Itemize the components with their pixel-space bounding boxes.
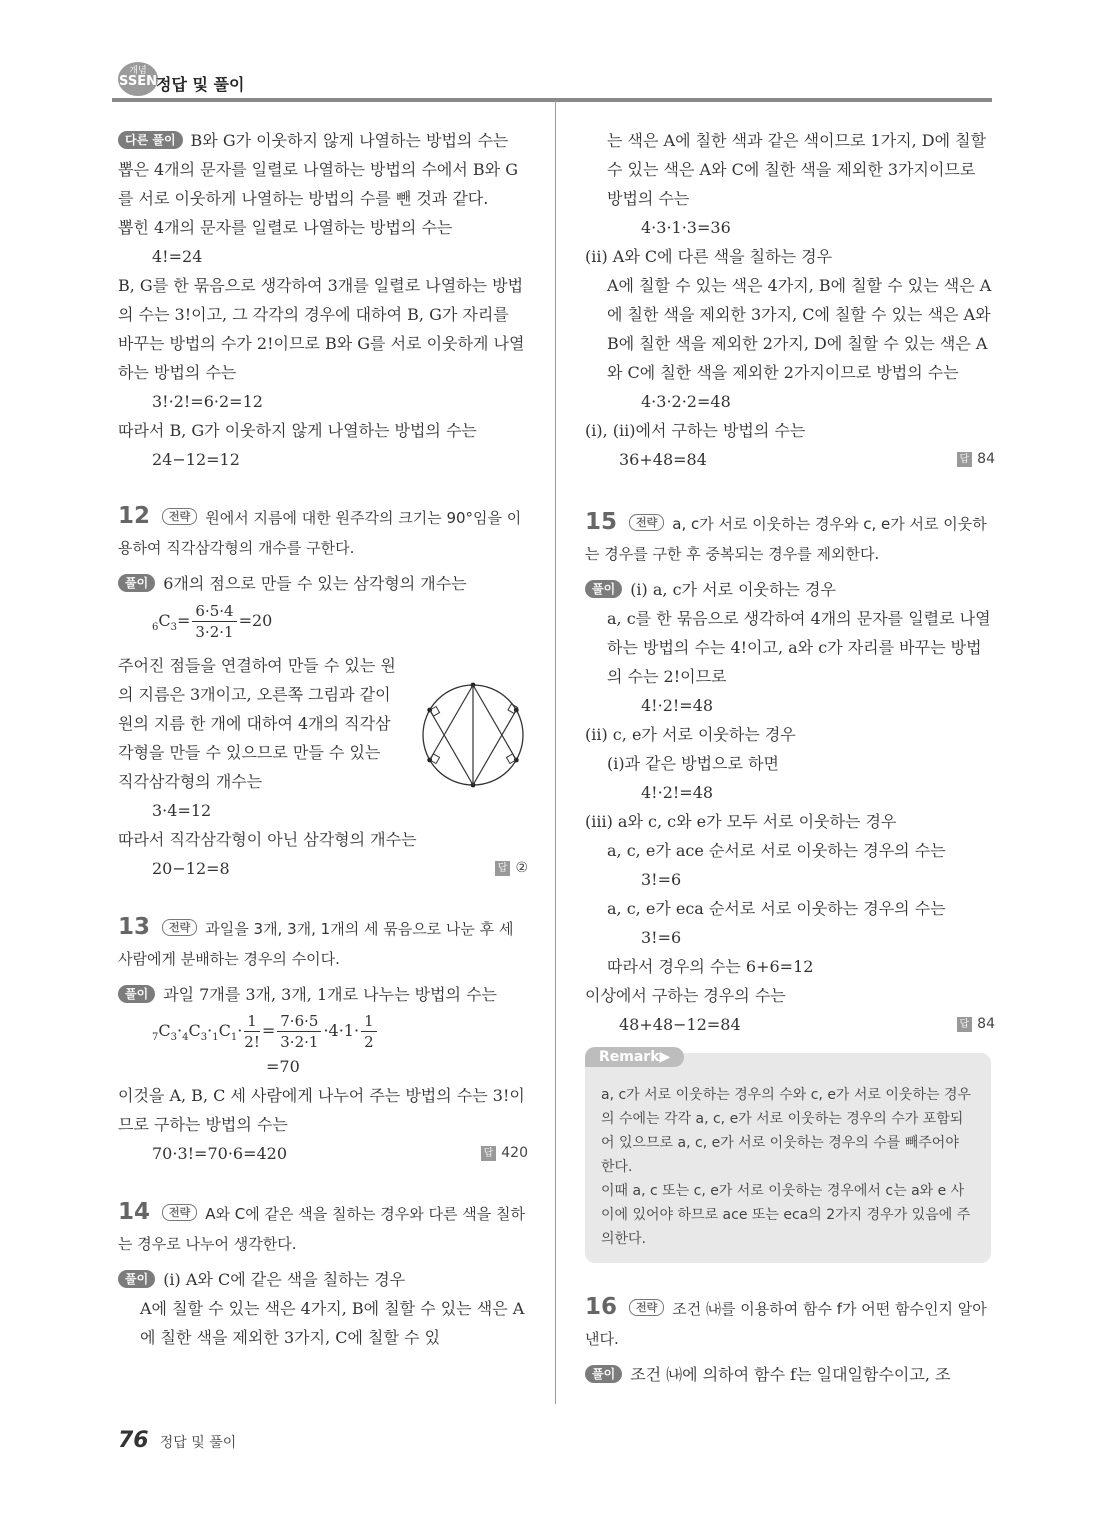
case-heading: (ⅱ) c, e가 서로 이웃하는 경우: [585, 725, 796, 744]
text-line: 주어진 점들을 연결하여 만들 수 있는 원의 지름은 3개이고, 오른쪽 그림과 같이 원의 지름 한 개에 대하여 4개의 직각삼각형을 만들 수 있으므로 만들 수 있는 직각삼각형의 개수는: [118, 656, 396, 791]
strategy-text: A와 C에 같은 색을 칠하는 경우와 다른 색을 칠하는 경우로 나누어 생각한다.: [118, 1205, 525, 1253]
solution-badge: 풀이: [118, 1270, 155, 1288]
problem-number: 12: [118, 503, 151, 529]
text-line: a, c를 한 묶음으로 생각하여 4개의 문자를 일렬로 나열하는 방법의 수는 4!이고, a와 c가 자리를 바꾸는 방법의 수는 2!이므로: [607, 609, 991, 686]
case-heading: (ⅲ) a와 c, c와 e가 모두 서로 이웃하는 경우: [585, 812, 897, 831]
solution-badge: 풀이: [118, 574, 155, 592]
answer: 답 84: [957, 1010, 996, 1039]
problem-13: 13 전략 과일을 3개, 3개, 1개의 세 묶음으로 나눈 후 세 사람에게 분배하는 경우의 수이다. 풀이 과일 7개를 3개, 3개, 1개로 나누는 방법의 수는 $_7C_3\cdot_4C_3\cdot_1C_1\cdot$ $\frac{1}{2!}$ = $\frac{7\cdot 6\cdot 5}{3\cdot 2\cdot 1}$ ·4·1· $\frac{1}{2}$ =70 이것을 A, B, C 세 사람에게 나누어 주는 방법의 수는 3!이므로 구하는 방법의 수는 70·3!=70·6=420 답 420: [118, 913, 528, 1168]
alt-solution-intro: 다른 풀이 B와 G가 이웃하지 않게 나열하는 방법의 수는 뽑은 4개의 문자를 일렬로 나열하는 방법의 수에서 B와 G를 서로 이웃하게 나열하는 방법의 수를 뺀 것과 같다.: [118, 131, 518, 208]
text-line: 뽑힌 4개의 문자를 일렬로 나열하는 방법의 수는: [118, 218, 453, 237]
remark-text: 이때 a, c 또는 c, e가 서로 이웃하는 경우에서 c는 a와 e 사이에 있어야 하므로 ace 또는 eca의 2가지 경우가 있음에 주의한다.: [601, 1183, 971, 1247]
strategy-text: a, c가 서로 이웃하는 경우와 c, e가 서로 이웃하는 경우를 구한 후 중복되는 경우를 제외한다.: [585, 515, 987, 563]
circle-diameter-figure: [418, 680, 528, 790]
alt-solution-badge: 다른 풀이: [118, 131, 183, 149]
problem-number: 14: [118, 1199, 151, 1225]
strategy-badge: 전략: [162, 508, 197, 525]
text-line: B, G를 한 묶음으로 생각하여 3개를 일렬로 나열하는 방법의 수는 3!이고, 그 각각의 경우에 대하여 B, G가 자리를 바꾸는 방법의 수가 2!이므로 B와 G를 서로 이웃하게 나열하는 방법의 수는: [118, 276, 525, 382]
problem-number: 16: [585, 1294, 618, 1320]
header-rule: [112, 98, 992, 102]
equation: 4·3·2·2=48: [641, 392, 731, 411]
strategy-badge: 전략: [162, 1204, 197, 1221]
problem-15: 15 전략 a, c가 서로 이웃하는 경우와 c, e가 서로 이웃하는 경우를 구한 후 중복되는 경우를 제외한다. 풀이 (ⅰ) a, c가 서로 이웃하는 경우 a, c를 한 묶음으로 생각하여 4개의 문자를 일렬로 나열하는 방법의 수는 4!이고, a와 c가 자리를 바꾸는 방법의 수는 2!이므로 4!·2!=48 (ⅱ) c, e가 서로 이웃하는 경우 (ⅰ)과 같은 방법으로 하면 4!·2!=48 (ⅲ) a와 c, c와 e가 모두 서로 이웃하는 경우 a, c, e가 ace 순서로 서로 이웃하는 경우의 수는 3!=6 a, c, e가 eca 순서로 서로 이웃하는 경우의 수는 3!=6 따라서 경우의 수는 6+6=12 이상에서 구하는 경우의 수는 48+48−12=84 답 84 Remark▶ a, c가 서로 이웃하는 경우의 수와 c, e가 서로 이웃하는 경우의 수에는 각각 a, c, e가 서로 이웃하는 경우의 수가 포함되어 있으므로 a, c, e가 서로 이웃하는 경우의 수를 빼주어야 한다. 이때 a, c 또는 c, e가 서로 이웃하는 경우에서 c는 a와 e 사이에 있어야 하므로 ace 또는 eca의 2가지 경우가 있음에 주의한다.: [585, 508, 995, 1263]
solution-badge: 풀이: [118, 985, 155, 1003]
strategy-text: 과일을 3개, 3개, 1개의 세 묶음으로 나눈 후 세 사람에게 분배하는 경우의 수이다.: [118, 920, 514, 968]
triangle-lines: [430, 685, 517, 785]
equation: 3·4=12: [152, 801, 212, 820]
strategy-text: 원에서 지름에 대한 원주각의 크기는 90°임을 이용하여 직각삼각형의 개수를 구한다.: [118, 509, 522, 557]
text-line: 따라서 직각삼각형이 아닌 삼각형의 개수는: [118, 830, 417, 849]
equation: 24−12=12: [152, 450, 240, 469]
remark-text: a, c가 서로 이웃하는 경우의 수와 c, e가 서로 이웃하는 경우의 수에는 각각 a, c, e가 서로 이웃하는 경우의 수가 포함되어 있으므로 a, c, e가 서로 이웃하는 경우의 수를 빼주어야 한다.: [601, 1087, 971, 1175]
strategy-badge: 전략: [162, 919, 197, 936]
column-divider: [555, 100, 556, 1404]
equation: 3!=6: [641, 928, 682, 947]
equation: 20−12=8: [152, 859, 230, 878]
text-line: 따라서 경우의 수는 6+6=12: [607, 957, 814, 976]
text-line: 이것을 A, B, C 세 사람에게 나누어 주는 방법의 수는 3!이므로 구하는 방법의 수는: [118, 1086, 525, 1134]
remark-title: Remark▶: [585, 1047, 684, 1067]
equation: 4!·2!=48: [641, 783, 714, 802]
solution-badge: 풀이: [585, 1365, 622, 1383]
brand-logo: [118, 62, 158, 96]
strategy-text: 조건 ㈏를 이용하여 함수 f가 어떤 함수인지 알아낸다.: [585, 1300, 987, 1348]
problem-number: 13: [118, 914, 151, 940]
combination-formula: $_6C_3=$ $\frac{6\cdot 5\cdot 4}{3\cdot 2\cdot 1}$ =20: [152, 602, 273, 641]
distribution-formula: $_7C_3\cdot_4C_3\cdot_1C_1\cdot$ $\frac{1}{2!}$ = $\frac{7\cdot 6\cdot 5}{3\cdot 2\cdot 1}$ ·4·1· $\frac{1}{2}$: [118, 1009, 528, 1060]
page-footer: [118, 1428, 236, 1453]
equation: 3!·2!=6·2=12: [152, 392, 263, 411]
answer: 답 ②: [495, 854, 528, 883]
equation: 3!=6: [641, 870, 682, 889]
answer: 답 420: [481, 1139, 528, 1168]
equation: 70·3!=70·6=420: [152, 1144, 288, 1163]
page-number: 76: [118, 1428, 149, 1453]
problem-number: 15: [585, 509, 618, 535]
strategy-badge: 전략: [629, 1299, 664, 1316]
text-line: a, c, e가 ace 순서로 서로 이웃하는 경우의 수는: [607, 841, 946, 860]
footer-title: 정답 및 풀이: [159, 1435, 237, 1451]
logo-bottom-text: SSEN: [119, 74, 157, 89]
equation: 36+48=84: [619, 450, 707, 469]
equation: 4!=24: [152, 247, 203, 266]
problem-16: 16 전략 조건 ㈏를 이용하여 함수 f가 어떤 함수인지 알아낸다. 풀이 조건 ㈏에 의하여 함수 f는 일대일함수이고, 조: [585, 1294, 987, 1384]
case-heading: (ⅱ) A와 C에 다른 색을 칠하는 경우: [585, 247, 833, 266]
equation: 4!·2!=48: [641, 696, 714, 715]
text-line: (ⅰ), (ⅱ)에서 구하는 방법의 수는: [585, 421, 806, 440]
text-line: 따라서 B, G가 이웃하지 않게 나열하는 방법의 수는: [118, 421, 477, 440]
right-column: [585, 126, 995, 1389]
text-line: 는 색은 A에 칠한 색과 같은 색이므로 1가지, D에 칠할 수 있는 색은 A와 C에 칠한 색을 제외한 3가지이므로 방법의 수는: [607, 131, 987, 208]
text-line: 이상에서 구하는 경우의 수는: [585, 986, 786, 1005]
problem-14: 14 전략 A와 C에 같은 색을 칠하는 경우와 다른 색을 칠하는 경우로 나누어 생각한다. 풀이 (ⅰ) A와 C에 같은 색을 칠하는 경우 A에 칠할 수 있는 색은 4가지, B에 칠할 수 있는 색은 A에 칠한 색을 제외한 3가지, C에 칠할 수 있: [118, 1198, 528, 1352]
problem-12: 12 전략 원에서 지름에 대한 원주각의 크기는 90°임을 이용하여 직각삼각형의 개수를 구한다. 풀이 6개의 점으로 만들 수 있는 삼각형의 개수는 $_6C_3=$ $\frac{6\cdot 5\cdot 4}{3\cdot 2\cdot 1}$ =20 주어진 점들을 연결하여 만들 수 있는 원의 지름은 3개이고, 오른쪽 그림과 같이 원의 지름 한 개에 대하여 4개의 직각삼각형을 만들 수 있으므로 만들 수 있는 직각삼각형의 개수는 3·4=12 따라서 직각삼각형이 아닌 삼각형의 개수는 20−12=8 답 ②: [118, 502, 528, 883]
logo-top-text: 개념: [129, 66, 147, 76]
equation: =70: [266, 1057, 300, 1076]
answer: 답 84: [957, 445, 996, 474]
equation: 48+48−12=84: [619, 1015, 741, 1034]
remark-box: [585, 1049, 991, 1263]
text-line: a, c, e가 eca 순서로 서로 이웃하는 경우의 수는: [607, 899, 946, 918]
solution-badge: 풀이: [585, 580, 622, 598]
header-title: 정답 및 풀이: [156, 75, 245, 94]
strategy-badge: 전략: [629, 514, 664, 531]
page-header: [112, 62, 992, 100]
text-line: A에 칠할 수 있는 색은 4가지, B에 칠할 수 있는 색은 A에 칠한 색을 제외한 3가지, C에 칠할 수 있: [140, 1299, 525, 1347]
equation: 4·3·1·3=36: [641, 218, 731, 237]
text-line: (ⅰ)과 같은 방법으로 하면: [607, 754, 779, 773]
text-line: A에 칠할 수 있는 색은 4가지, B에 칠할 수 있는 색은 A에 칠한 색을 제외한 3가지, C에 칠할 수 있는 색은 A와 B에 칠한 색을 제외한 2가지, D에 칠할 수 있는 색은 A와 C에 칠한 색을 제외한 2가지이므로 방법의 수는: [607, 276, 992, 382]
